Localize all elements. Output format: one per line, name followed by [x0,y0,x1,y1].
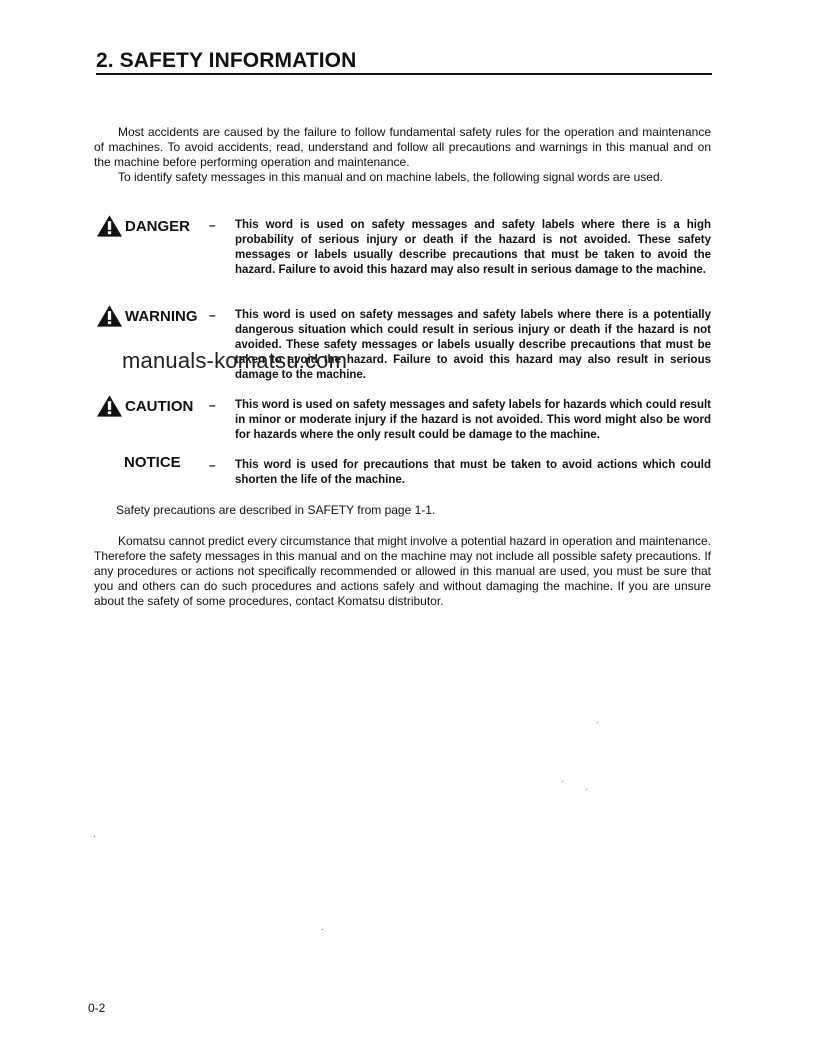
warning-triangle-icon [96,394,123,418]
signal-description: This word is used for precautions that must be taken to avoid actions which could shorten the life of the machine. [235,459,711,486]
signal-description: This word is used on safety messages and safety labels where there is a potentially dangerous situation which could result in serious injury or death if the hazard is not avoided. These safety messages or labels usually describe precautions that must be taken to avoid the hazard. Failure to avoid this hazard may also result in serious damage to the machine. [235,309,711,381]
page-title: 2. SAFETY INFORMATION [96,49,357,72]
signal-word-label: CAUTION [125,397,194,415]
scan-speck [94,836,95,837]
signal-dash: – [209,398,216,412]
signal-dash: – [209,308,216,322]
warning-triangle-icon [96,214,123,238]
signal-word-label: NOTICE [124,454,181,471]
scan-speck [597,722,598,723]
title-underline [96,73,712,75]
scan-speck [562,781,563,782]
scan-speck [322,929,323,930]
signal-description: This word is used on safety messages and safety labels where there is a high probability of serious injury or death if the hazard is not avoided. These safety messages or labels usually describe precautions that must be taken to avoid the hazard. Failure to avoid this hazard may also result in serious damage to the machine. [235,219,711,276]
signal-word-danger [96,214,190,238]
signal-word-label: WARNING [125,307,198,325]
precautions-reference: Safety precautions are described in SAFETY from page 1-1. [116,503,436,517]
warning-triangle-icon [96,304,123,328]
signal-word-caution [96,394,193,418]
scan-speck [586,789,587,790]
signal-word-label: DANGER [125,217,191,235]
intro-section [94,125,711,185]
signal-word-warning [96,304,198,328]
signal-description: This word is used on safety messages and safety labels for hazards which could result in minor or moderate injury if the hazard is not avoided. This word might also be word for hazards where the only result could be damage to the machine. [235,399,711,441]
intro-paragraph-signal-words: To identify safety messages in this manual and on machine labels, the following signal words are used. [118,170,663,184]
watermark: manuals-komatsu.com [122,348,348,373]
signal-word-notice [124,454,181,471]
page-number: 0-2 [88,1001,106,1015]
intro-paragraph: Most accidents are caused by the failure to follow fundamental safety rules for the operation and maintenance of machines. To avoid accidents, read, understand and follow all precautions and warnings in this manual and on the machine before performing operation and maintenance. [94,125,711,169]
signal-dash: – [209,458,216,472]
signal-dash: – [209,218,216,232]
komatsu-disclaimer: Komatsu cannot predict every circumstance that might involve a potential hazard in operation and maintenance. Therefore the safety messages in this manual and on the machine may not include all possible safety precautions. If any procedures or actions not specifically recommended or allowed in this manual are used, you must be sure that you and others can do such procedures and actions safely and without damaging the machine. If you are unsure about the safety of some procedures, contact Komatsu distributor. [94,534,712,608]
